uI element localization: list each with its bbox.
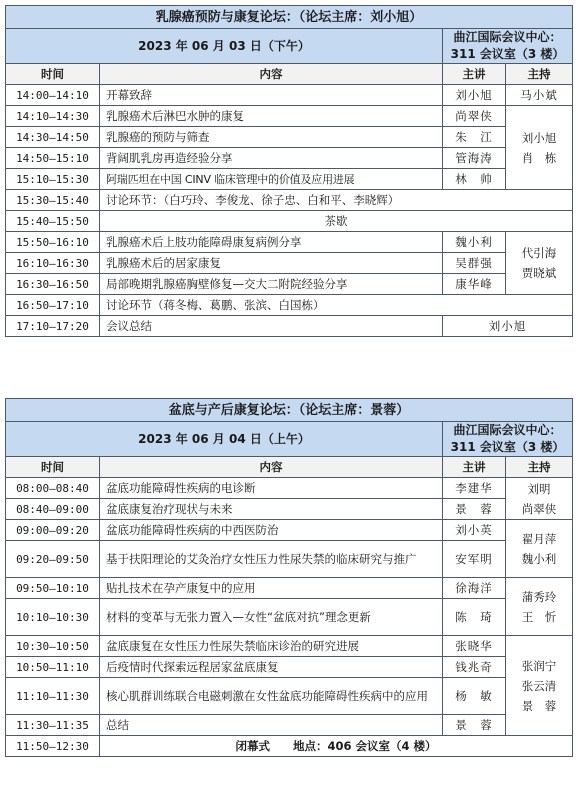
host-name: 刘小旭 (521, 130, 557, 145)
session-speaker: 刘小旭 (443, 316, 573, 337)
table-row (6, 520, 573, 541)
session-time: 08:40—09:00 (6, 499, 100, 520)
session-time: 11:30—11:35 (6, 715, 100, 736)
session-title: 盆底康复治疗现状与未来 (100, 499, 443, 520)
session-time: 14:30—14:50 (6, 127, 100, 148)
table-row (6, 190, 573, 211)
session-title: 盆底功能障碍性疾病的中西医防治 (100, 520, 443, 541)
host-name: 蒲秀玲 (521, 589, 557, 604)
session-title: 背阔肌乳房再造经验分享 (100, 148, 443, 169)
session-speaker: 朱 江 (443, 127, 506, 148)
table-row (6, 295, 573, 316)
session-time: 09:50—10:10 (6, 578, 100, 599)
table-row (6, 253, 573, 274)
session-speaker: 魏小利 (443, 232, 506, 253)
session-time: 10:10—10:30 (6, 599, 100, 636)
session-title: 乳腺癌术后上肢功能障碍康复病例分享 (100, 232, 443, 253)
session-title: 后疫情时代探索远程居家盆底康复 (100, 657, 443, 678)
discussion-session: 讨论环节：（白巧玲、李俊龙、徐子忠、白和平、李晓辉） (100, 190, 573, 211)
session-speaker: 杨 敏 (443, 678, 506, 715)
session-time: 09:20—09:50 (6, 541, 100, 578)
table-row (6, 232, 573, 253)
session-time: 17:10—17:20 (6, 316, 100, 337)
session-speaker: 刘小英 (443, 520, 506, 541)
session-title: 总结 (100, 715, 443, 736)
table-row (6, 599, 573, 636)
table-row (6, 678, 573, 715)
table-row (6, 736, 573, 757)
session-title: 盆底康复在女性压力性尿失禁临床诊治的研究进展 (100, 636, 443, 657)
header-content: 内容 (100, 64, 443, 85)
session-speaker: 徐海洋 (443, 578, 506, 599)
host-name: 尚翠侠 (521, 501, 557, 516)
session-host: 马小斌 (506, 85, 573, 106)
session-speaker: 景 蓉 (443, 715, 506, 736)
header-content: 内容 (100, 457, 443, 478)
session-speaker: 陈 琦 (443, 599, 506, 636)
table-row (6, 127, 573, 148)
tea-break: 茶歇 (100, 211, 573, 232)
session-title: 材料的变革与无张力置入—女性“盆底对抗”理念更新 (100, 599, 443, 636)
session-time: 14:50—15:10 (6, 148, 100, 169)
session-time: 09:00—09:20 (6, 520, 100, 541)
session-speaker: 张晓华 (443, 636, 506, 657)
session-title: 核心肌群训练联合电磁刺激在女性盆底功能障碍性疾病中的应用 (100, 678, 443, 715)
session-time: 14:00—14:10 (6, 85, 100, 106)
session-time: 15:40—15:50 (6, 211, 100, 232)
session-title: 贴扎技术在孕产康复中的应用 (100, 578, 443, 599)
host-group (506, 578, 573, 636)
forum1-header-row (6, 64, 573, 85)
host-name: 翟月萍 (521, 531, 557, 546)
host-name: 刘明 (527, 481, 551, 496)
table-row (6, 85, 573, 106)
forum1-title: 乳腺癌预防与康复论坛：（论坛主席：刘小旭） (6, 6, 573, 29)
forum2-date: 2023 年 06 月 04 日（上午） (6, 422, 443, 457)
session-time: 16:30—16:50 (6, 274, 100, 295)
host-name: 王 忻 (521, 609, 557, 624)
forum1-date: 2023 年 06 月 03 日（下午） (6, 29, 443, 64)
session-speaker: 吴群强 (443, 253, 506, 274)
header-speaker: 主讲 (443, 64, 506, 85)
session-title: 乳腺癌术后淋巴水肿的康复 (100, 106, 443, 127)
session-title: 盆底功能障碍性疾病的电诊断 (100, 478, 443, 499)
session-title: 阿瑞匹坦在中国 CINV 临床管理中的价值及应用进展 (100, 169, 443, 190)
session-title: 会议总结 (100, 316, 443, 337)
table-row (6, 478, 573, 499)
header-host: 主持 (506, 457, 573, 478)
host-group (506, 636, 573, 736)
header-speaker: 主讲 (443, 457, 506, 478)
table-row (6, 274, 573, 295)
session-title: 局部晚期乳腺癌胸壁修复—交大二附院经验分享 (100, 274, 443, 295)
session-speaker: 景 蓉 (443, 499, 506, 520)
session-speaker: 管海涛 (443, 148, 506, 169)
table-row (6, 657, 573, 678)
session-time: 14:10—14:30 (6, 106, 100, 127)
host-group (506, 232, 573, 295)
table-row (6, 541, 573, 578)
table-row (6, 316, 573, 337)
host-name: 张云清 (521, 678, 557, 693)
session-time: 11:10—11:30 (6, 678, 100, 715)
host-group (506, 106, 573, 190)
session-title: 基于扶阳理论的艾灸治疗女性压力性尿失禁的临床研究与推广 (100, 541, 443, 578)
session-speaker: 尚翠侠 (443, 106, 506, 127)
session-time: 11:50—12:30 (6, 736, 100, 757)
session-speaker: 刘小旭 (443, 85, 506, 106)
header-time: 时间 (6, 457, 100, 478)
session-time: 16:50—17:10 (6, 295, 100, 316)
session-title: 乳腺癌术后的居家康复 (100, 253, 443, 274)
session-time: 08:00—08:40 (6, 478, 100, 499)
header-time: 时间 (6, 64, 100, 85)
session-time: 16:10—16:30 (6, 253, 100, 274)
session-speaker: 李建华 (443, 478, 506, 499)
table-row (6, 499, 573, 520)
session-speaker: 康华峰 (443, 274, 506, 295)
host-name: 景 蓉 (521, 698, 557, 713)
forum2-title: 盆底与产后康复论坛：（论坛主席：景蓉） (6, 399, 573, 422)
session-time: 10:30—10:50 (6, 636, 100, 657)
table-row (6, 211, 573, 232)
session-time: 15:10—15:30 (6, 169, 100, 190)
forum2-venue: 曲江国际会议中心：311 会议室（3 楼） (443, 422, 573, 457)
table-row (6, 715, 573, 736)
host-group (506, 520, 573, 578)
host-name: 魏小利 (521, 551, 557, 566)
session-speaker: 林 帅 (443, 169, 506, 190)
session-title: 乳腺癌的预防与筛查 (100, 127, 443, 148)
session-time: 15:50—16:10 (6, 232, 100, 253)
session-time: 10:50—11:10 (6, 657, 100, 678)
forum1-schedule-table (5, 5, 573, 337)
host-name: 肖 栋 (521, 150, 557, 165)
closing-ceremony: 闭幕式 地点：406 会议室（4 楼） (100, 736, 573, 757)
forum1-venue: 曲江国际会议中心：311 会议室（3 楼） (443, 29, 573, 64)
host-group (506, 478, 573, 520)
table-row (6, 636, 573, 657)
forum2-header-row (6, 457, 573, 478)
table-row (6, 578, 573, 599)
host-name: 张润宁 (521, 658, 557, 673)
table-row (6, 106, 573, 127)
discussion-session: 讨论环节（蒋冬梅、葛鹏、张滨、白国栋） (100, 295, 573, 316)
table-row (6, 169, 573, 190)
session-time: 15:30—15:40 (6, 190, 100, 211)
host-name: 代引海 (521, 246, 557, 260)
table-row (6, 148, 573, 169)
forum2-schedule-table (5, 398, 573, 757)
session-title: 开幕致辞 (100, 85, 443, 106)
header-host: 主持 (506, 64, 573, 85)
session-speaker: 安军明 (443, 541, 506, 578)
session-speaker: 钱兆奇 (443, 657, 506, 678)
host-name: 贾晓斌 (521, 266, 557, 280)
